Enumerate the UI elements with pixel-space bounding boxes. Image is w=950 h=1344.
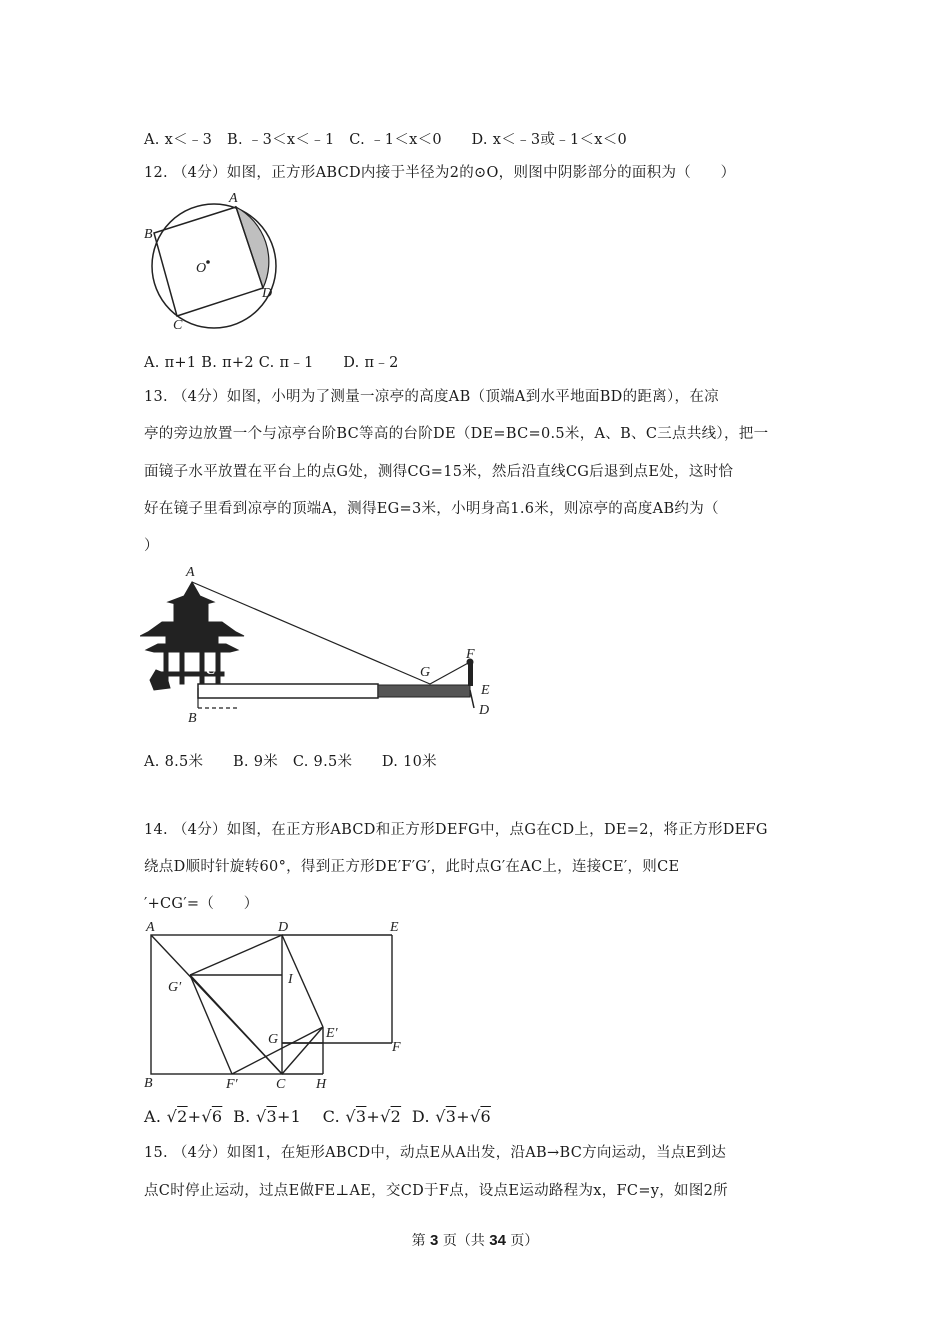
q14-option-b-prefix: B. <box>233 1107 251 1126</box>
q14-line-1: 14. （4分）如图，在正方形ABCD和正方形DEFG中，点G在CD上，DE=2，将正方形DEFG <box>144 822 768 838</box>
q13-line-4: 好在镜子里看到凉亭的顶端A，测得EG=3米，小明身高1.6米，则凉亭的高度AB约为（ <box>144 501 719 517</box>
q14-label-g1: G′ <box>168 980 182 995</box>
q14-option-a-radicand-1: 2 <box>177 1107 188 1126</box>
q12-label-o: O <box>196 261 207 276</box>
q12-label-a: A <box>229 191 238 206</box>
q12-label-d: D <box>262 286 273 301</box>
q14-option-b-tail: +1 <box>276 1107 302 1126</box>
q12-options: A. π+1 B. π+2 C. π﹣1 D. π﹣2 <box>144 355 399 371</box>
sqrt-icon: √ <box>469 1107 481 1126</box>
q14-option-d-radicand-1: 3 <box>445 1107 457 1126</box>
q14-label-b: B <box>144 1076 153 1091</box>
q14-label-i: I <box>288 972 293 987</box>
q14-label-d: D <box>278 920 289 935</box>
q14-line-2: 绕点D顺时针旋转60°，得到正方形DE′F′G′，此时点G′在AC上，连接CE′，则CE <box>144 859 680 875</box>
q14-option-b-radicand: 3 <box>266 1107 277 1126</box>
q14-option-a-radicand-2: 6 <box>211 1107 223 1126</box>
q13-label-b: B <box>188 711 197 726</box>
q13-line-1: 13. （4分）如图，小明为了测量一凉亭的高度AB（顶端A到水平地面BD的距离），在凉 <box>144 389 719 405</box>
q15-line-2: 点C时停止运动，过点E做FE⊥AE，交CD于F点，设点E运动路程为x，FC=y，如图2所 <box>144 1183 728 1199</box>
q14-option-d-radicand-2: 6 <box>480 1107 491 1126</box>
footer-page-number: 3 <box>430 1232 439 1249</box>
q13-label-g: G <box>420 665 431 680</box>
q12-stem: 12. （4分）如图，正方形ABCD内接于半径为2的⊙O，则图中阴影部分的面积为（ ） <box>144 165 736 181</box>
q13-line-2: 亭的旁边放置一个与凉亭台阶BC等高的台阶DE（DE=BC=0.5米，A、B、C三点共线），把一 <box>144 426 769 442</box>
q14-label-f1: F′ <box>226 1077 238 1092</box>
q12-figure <box>140 190 290 335</box>
sqrt-icon: √ <box>380 1107 391 1126</box>
q14-label-c: C <box>276 1077 286 1092</box>
q14-line-3: ′+CG′=（ ） <box>144 896 259 912</box>
q14-figure <box>140 915 410 1095</box>
footer-prefix: 第 <box>411 1233 426 1249</box>
q12-label-b: B <box>144 227 153 242</box>
q13-line-3: 面镜子水平放置在平台上的点G处，测得CG=15米，然后沿直线CG后退到点E处，这时恰 <box>144 464 734 480</box>
q14-label-g: G <box>268 1032 279 1047</box>
plus-sign: + <box>366 1107 381 1126</box>
footer-total-pages: 34 <box>489 1232 506 1249</box>
q14-label-h: H <box>316 1077 327 1092</box>
sqrt-icon: √ <box>255 1107 267 1126</box>
q14-option-d-prefix: D. <box>411 1107 430 1126</box>
q13-options: A. 8.5米 B. 9米 C. 9.5米 D. 10米 <box>144 754 437 770</box>
q14-label-f: F <box>392 1040 401 1055</box>
q13-figure <box>140 560 500 730</box>
q14-option-c-radicand-1: 3 <box>355 1107 367 1126</box>
q13-label-d: D <box>479 703 490 718</box>
sqrt-icon: √ <box>345 1107 356 1126</box>
q14-option-c-radicand-2: 2 <box>390 1107 402 1126</box>
footer-suffix: 页） <box>510 1233 539 1249</box>
q14-option-c-prefix: C. <box>322 1107 341 1126</box>
plus-sign: + <box>187 1107 202 1126</box>
q13-line-5: ） <box>144 538 159 554</box>
q14-label-e: E <box>390 920 399 935</box>
sqrt-icon: √ <box>201 1107 212 1126</box>
q13-label-c: C <box>206 663 216 678</box>
sqrt-icon: √ <box>435 1107 446 1126</box>
footer-mid: 页（共 <box>442 1233 485 1249</box>
q14-option-a-prefix: A. <box>144 1107 162 1126</box>
q13-label-f: F <box>466 647 475 662</box>
q13-label-a: A <box>186 565 195 580</box>
plus-sign: + <box>456 1107 470 1126</box>
q12-label-c: C <box>173 318 183 333</box>
q14-label-e1: E′ <box>326 1026 338 1041</box>
q14-options <box>144 1107 491 1126</box>
q15-line-1: 15. （4分）如图1，在矩形ABCD中，动点E从A出发，沿AB→BC方向运动，当点E到达 <box>144 1145 727 1161</box>
q13-label-e: E <box>481 683 490 698</box>
sqrt-icon: √ <box>166 1107 178 1126</box>
q11-options: A. x＜﹣3 B. ﹣3＜x＜﹣1 C. ﹣1＜x＜0 D. x＜﹣3或﹣1＜x＜0 <box>144 132 628 148</box>
page-footer <box>0 1230 950 1250</box>
q14-label-a: A <box>146 920 155 935</box>
